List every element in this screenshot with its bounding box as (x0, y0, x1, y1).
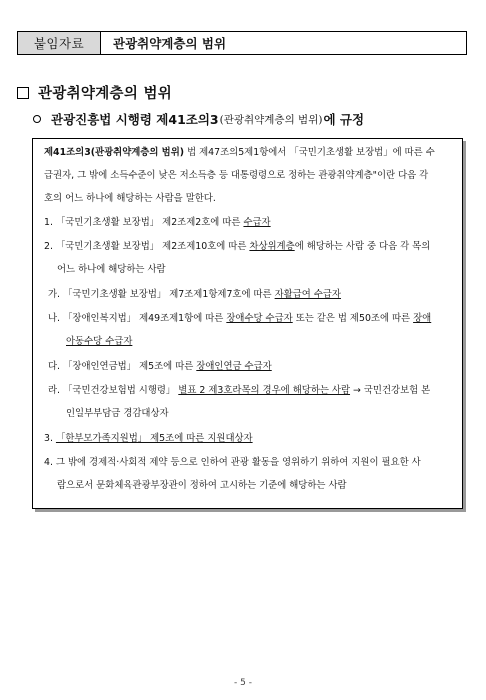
item-ga-text: 가. 「국민기초생활 보장법」 제7조제1항제7호에 따른 (48, 289, 275, 300)
law-text-box (32, 138, 463, 509)
item-2-ra-line-2: 인일부부담금 경감대상자 (66, 408, 169, 419)
item-2-line-1 (44, 240, 430, 253)
item-2-na-line-2: 아동수당 수급자 (66, 336, 133, 347)
intro-line-2: 급권자, 그 밖에 소득수준이 낮은 저소득층 등 대통령령으로 정하는 관광취약계층"이란 다음 각 (44, 170, 429, 181)
square-bullet-icon (17, 87, 29, 99)
page-number: - 5 - (234, 678, 252, 688)
intro-line-1-text: 법 제47조의5제1항에서 「국민기초생활 보장법」에 따른 수 (184, 147, 435, 158)
item-1 (44, 216, 271, 229)
item-2-line-2: 어느 하나에 해당하는 사람 (57, 264, 166, 275)
article-title: 제41조의3(관광취약계층의 범위) (44, 147, 185, 158)
item-3-number: 3. (44, 433, 56, 444)
item-1-underlined: 수급자 (243, 217, 271, 228)
item-2-ra-line-1 (48, 384, 430, 397)
item-2-na-line-1 (48, 312, 431, 325)
item-2-text: 2. 「국민기초생활 보장법」 제2조제10호에 따른 (44, 241, 250, 252)
item-2-da (48, 360, 272, 373)
item-na-underlined-2: 장애 (413, 313, 432, 324)
section-title: 관광취약계층의 범위 (38, 86, 173, 102)
subsection-article-title: (관광취약계층의 범위) (219, 113, 323, 126)
item-ga-underlined: 자활급여 수급자 (274, 289, 341, 300)
section-heading (17, 82, 172, 103)
item-3-underlined: 「한부모가족지원법」 제5조에 따른 지원대상자 (55, 433, 253, 444)
item-2-underlined: 차상위계층 (249, 241, 295, 252)
item-na-underlined-1: 장애수당 수급자 (226, 313, 293, 324)
subsection-suffix: 에 규정 (323, 112, 365, 127)
intro-line-3: 호의 어느 하나에 해당하는 사람을 말한다. (44, 193, 216, 204)
item-2-ga (48, 288, 341, 301)
item-3 (44, 432, 253, 445)
item-1-text: 1. 「국민기초생활 보장법」 제2조제2호에 따른 (44, 217, 244, 228)
subsection-heading (33, 110, 364, 128)
circle-bullet-icon (33, 115, 41, 123)
item-ra-underlined: 별표 2 제3호라목의 경우에 해당하는 사람 (178, 385, 351, 396)
header-tag: 붙임자료 (18, 32, 101, 54)
item-ra-text-rest: → 국민건강보험 본 (350, 385, 431, 396)
item-da-underlined: 장애인연금 수급자 (196, 361, 272, 372)
intro-line-1 (44, 146, 435, 159)
item-na-text-mid: 또는 같은 법 제50조에 따른 (292, 313, 414, 324)
item-2-text-rest: 에 해당하는 사람 중 다음 각 목의 (294, 241, 431, 252)
item-na-text: 나. 「장애인복지법」 제49조제1항에 따른 (48, 313, 227, 324)
item-4-line-2: 람으로서 문화체육관광부장관이 정하여 고시하는 기준에 해당하는 사람 (57, 480, 347, 491)
subsection-law: 관광진흥법 시행령 제41조의3 (51, 112, 219, 127)
header-bar (17, 31, 467, 55)
item-ra-text: 라. 「국민건강보험법 시행령」 (48, 385, 179, 396)
item-4-line-1: 4. 그 밖에 경제적·사회적 제약 등으로 인하여 관광 활동을 영위하기 위하여 지원이 필요한 사 (44, 457, 421, 468)
item-da-text: 다. 「장애인연금법」 제5조에 따른 (48, 361, 197, 372)
header-title: 관광취약계층의 범위 (113, 36, 227, 51)
